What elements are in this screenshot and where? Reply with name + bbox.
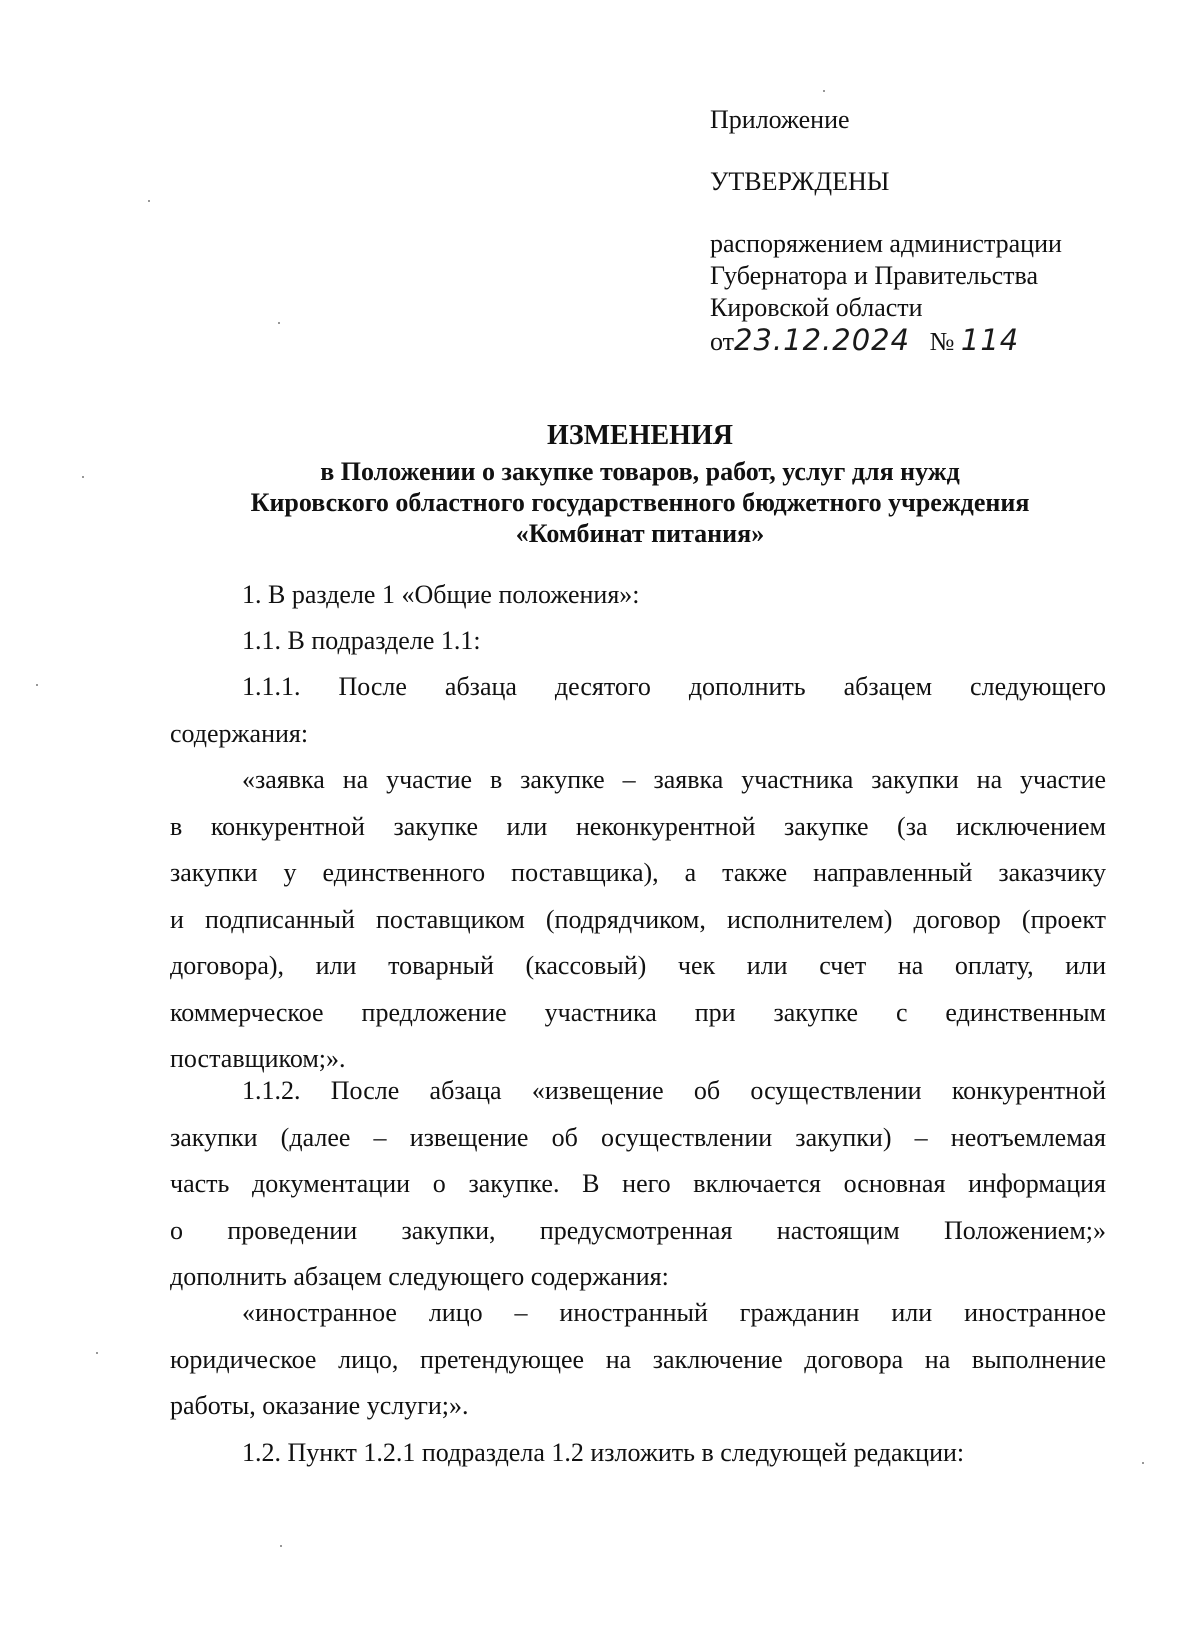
paragraph-line: в конкурентной закупке или неконкурентной закупке (за исключением bbox=[170, 811, 1106, 841]
authority-line: Кировской области bbox=[710, 293, 923, 322]
paragraph-subsection-1-2 bbox=[170, 1430, 1106, 1477]
scan-speck bbox=[36, 684, 38, 686]
handwritten-date: 23.12.2024 bbox=[734, 323, 911, 357]
paragraph-quote-application bbox=[170, 757, 1106, 1083]
approval-authority bbox=[710, 228, 1170, 358]
subtitle-line: «Комбинат питания» bbox=[515, 519, 765, 548]
paragraph-line: содержания: bbox=[170, 718, 309, 748]
handwritten-number: 114 bbox=[960, 323, 1020, 357]
paragraph-line: работы, оказание услуги;». bbox=[170, 1391, 469, 1420]
paragraph-subsection-1-1 bbox=[170, 618, 1106, 665]
subtitle-line: в Положении о закупке товаров, работ, услуг для нужд bbox=[320, 457, 960, 486]
paragraph-line: «заявка на участие в закупке – заявка участника закупки на участие bbox=[242, 765, 1106, 794]
number-prefix: № bbox=[929, 327, 955, 356]
date-number-line bbox=[710, 324, 1170, 358]
paragraph-line: и подписанный поставщиком (подрядчиком, исполнителем) договор (проект bbox=[170, 904, 1106, 934]
paragraph-line: о проведении закупки, предусмотренная настоящим Положением;» bbox=[170, 1215, 1106, 1245]
paragraph-line: закупки у единственного поставщика), а также направленный заказчику bbox=[170, 858, 1106, 887]
scan-speck bbox=[82, 476, 84, 478]
paragraph-line: поставщиком;». bbox=[170, 1044, 346, 1073]
authority-line: Губернатора и Правительства bbox=[710, 261, 1038, 290]
paragraph-line: 1.2. Пункт 1.2.1 подраздела 1.2 изложить в следующей редакции: bbox=[242, 1438, 965, 1467]
paragraph-line: закупки (далее – извещение об осуществлении закупки) – неотъемлемая bbox=[170, 1122, 1106, 1152]
paragraph-section-1 bbox=[170, 572, 1106, 619]
annex-label-text: Приложение bbox=[710, 105, 850, 134]
approved-text: УТВЕРЖДЕНЫ bbox=[710, 167, 890, 196]
scan-speck bbox=[280, 1545, 282, 1547]
subtitle-line: Кировского областного государственного бюджетного учреждения bbox=[250, 488, 1030, 517]
document-subtitle bbox=[150, 456, 1130, 549]
paragraph-line: дополнить абзацем следующего содержания: bbox=[170, 1262, 669, 1291]
paragraph-line: часть документации о закупке. В него включается основная информация bbox=[170, 1169, 1106, 1198]
paragraph-line: коммерческое предложение участника при закупке с единственным bbox=[170, 997, 1106, 1027]
approved-stamp-text bbox=[710, 166, 1170, 198]
paragraph-line: 1.1.1. После абзаца десятого дополнить абзацем следующего bbox=[242, 672, 1106, 701]
date-prefix: от bbox=[710, 327, 735, 356]
scan-speck bbox=[823, 90, 825, 92]
paragraph-line: 1.1. В подразделе 1.1: bbox=[242, 626, 481, 655]
paragraph-line: юридическое лицо, претендующее на заключение договора на выполнение bbox=[170, 1344, 1106, 1374]
scan-speck bbox=[1142, 1462, 1144, 1464]
paragraph-line: «иностранное лицо – иностранный гражданин или иностранное bbox=[242, 1298, 1106, 1327]
paragraph-line: 1.1.2. После абзаца «извещение об осуществлении конкурентной bbox=[242, 1076, 1106, 1105]
scan-speck bbox=[96, 1352, 98, 1354]
document-heading: ИЗМЕНЕНИЯ bbox=[547, 420, 733, 451]
authority-line: распоряжением администрации bbox=[710, 229, 1062, 258]
scan-speck bbox=[148, 200, 150, 202]
paragraph-item-1-1-1 bbox=[170, 664, 1106, 757]
scan-speck bbox=[278, 322, 280, 324]
paragraph-quote-foreign-person bbox=[170, 1290, 1106, 1430]
paragraph-line: 1. В разделе 1 «Общие положения»: bbox=[242, 580, 640, 609]
annex-label bbox=[710, 104, 1170, 136]
paragraph-item-1-1-2 bbox=[170, 1068, 1106, 1301]
paragraph-line: договора), или товарный (кассовый) чек или счет на оплату, или bbox=[170, 951, 1106, 980]
